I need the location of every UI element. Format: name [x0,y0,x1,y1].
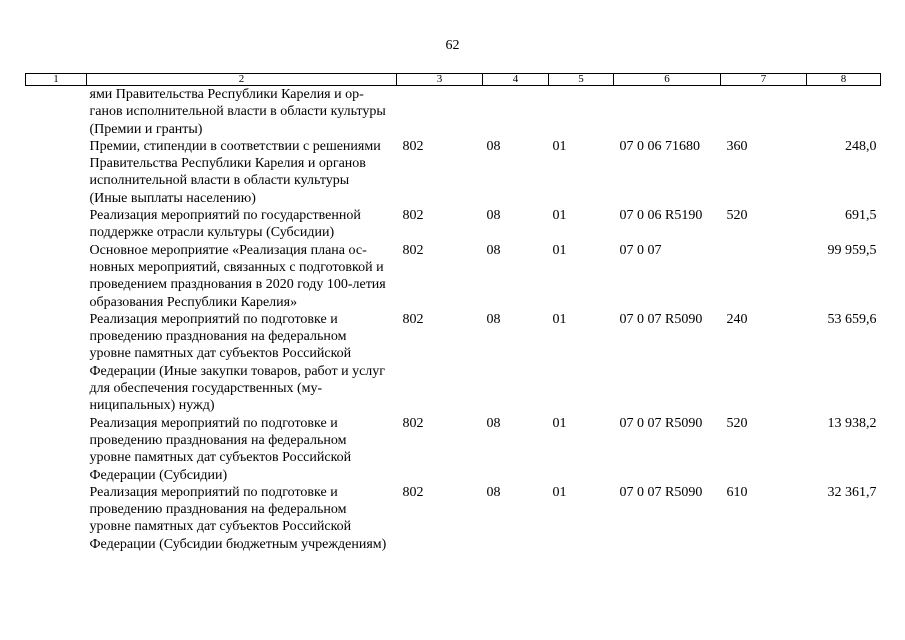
row-subsection: 01 [552,138,567,154]
table-row [26,415,881,484]
header-col-7: 7 [721,74,807,86]
row-target-article: 07 0 07 R5090 [619,415,703,431]
header-col-4: 4 [483,74,549,86]
row-subsection: 01 [552,415,567,431]
header-col-6: 6 [614,74,721,86]
row-ministry: 802 [402,242,424,258]
header-col-1: 1 [26,74,87,86]
row-expense-type: 520 [726,208,748,224]
row-subsection: 01 [552,484,567,500]
table-row [26,242,881,311]
row-section: 08 [486,415,501,431]
row-target-article: 07 0 07 [619,242,662,258]
row-expense-type [721,86,807,138]
row-target-article: 07 0 07 R5090 [619,311,703,327]
header-col-8: 8 [807,74,881,86]
row-name: Основное мероприятие «Реализация плана основных мероприятий, связанных с подготовкой и проведением празднования в 2020 году 100-летия образования Республики Карелия» [89,242,386,310]
row-name: Реализация мероприятий по подготовке и проведению празднования на федеральном уровне памятных дат субъектов Российской Федерации (Субсидии) [89,415,352,483]
page-number: 62 [445,38,460,53]
row-target-article: 07 0 06 R5190 [619,208,703,224]
row-amount: 53 659,6 [827,311,877,327]
row-expense-type: 240 [726,311,748,327]
row-amount: 13 938,2 [827,415,877,431]
row-ministry [397,86,483,138]
row-ministry: 802 [402,208,424,224]
row-expense-type [721,242,807,311]
row-ministry: 802 [402,415,424,431]
table-row [26,484,881,553]
row-ministry: 802 [402,138,424,154]
row-name: Реализация мероприятий по подготовке и проведению празднования на федеральном уровне памятных дат субъектов Российской Федерации (Иные закупки товаров, работ и услуг для обеспечения государственных (муниципальных) нужд) [89,311,386,414]
row-expense-type: 610 [726,484,748,500]
row-subsection: 01 [552,311,567,327]
table-row [26,311,881,415]
row-name: Реализация мероприятий по подготовке и проведению празднования на федеральном уровне памятных дат субъектов Российской Федерации (Субсидии бюджетным учреждениям) [89,484,387,552]
row-amount: 691,5 [845,208,877,224]
row-expense-type: 520 [726,415,748,431]
row-amount [807,86,881,138]
row-section: 08 [486,208,501,224]
row-ministry: 802 [402,484,424,500]
row-target-article: 07 0 06 71680 [619,138,700,154]
row-amount: 99 959,5 [827,242,877,258]
header-row [26,74,881,86]
row-section: 08 [486,138,501,154]
row-amount: 32 361,7 [827,484,877,500]
row-subsection [549,86,614,138]
row-expense-type: 360 [726,138,748,154]
header-col-5: 5 [549,74,614,86]
row-name: Премии, стипендии в соответствии с решениями Правительства Республики Карелия и органов исполнительной власти в области культуры (Иные выплаты населению) [89,138,381,206]
table-body [26,86,881,554]
row-subsection: 01 [552,242,567,258]
row-name: Реализация мероприятий по государственной поддержке отрасли культуры (Субсидии) [89,208,361,241]
table-header [26,74,881,86]
row-target-article: 07 0 07 R5090 [619,484,703,500]
budget-table [25,73,881,553]
row-name: ями Правительства Республики Карелия и органов исполнительной власти в области культуры (Премии и гранты) [89,87,386,137]
row-section: 08 [486,242,501,258]
header-col-3: 3 [397,74,483,86]
row-section: 08 [486,484,501,500]
table-row [26,86,881,138]
header-col-2: 2 [87,74,397,86]
table-row [26,207,881,242]
row-section: 08 [486,311,501,327]
row-ministry: 802 [402,311,424,327]
row-target-article [614,86,721,138]
row-subsection: 01 [552,208,567,224]
table-row [26,138,881,207]
row-section [483,86,549,138]
row-amount: 248,0 [845,138,877,154]
